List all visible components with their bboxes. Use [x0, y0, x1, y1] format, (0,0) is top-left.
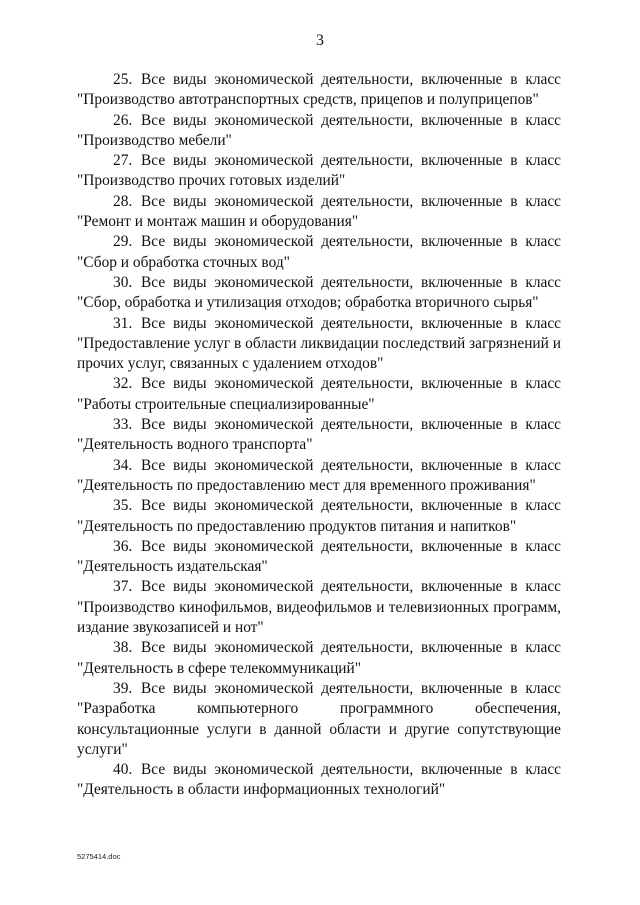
item-class-name: "Деятельность издательская"	[77, 558, 268, 576]
item-number: 40.	[113, 761, 133, 779]
item-number: 29.	[113, 233, 133, 251]
item-lead: Все виды экономической деятельности, включенные в класс	[141, 233, 561, 251]
file-name-footer: 5275414.doc	[77, 852, 121, 861]
item-number: 33.	[113, 416, 133, 434]
list-item	[77, 374, 561, 415]
list-item	[77, 760, 561, 801]
item-class-name: "Деятельность водного транспорта"	[77, 436, 313, 454]
item-class-name: "Сбор, обработка и утилизация отходов; обработка вторичного сырья"	[77, 294, 539, 312]
item-lead: Все виды экономической деятельности, включенные в класс	[141, 192, 561, 210]
item-number: 30.	[113, 273, 133, 291]
item-lead: Все виды экономической деятельности, включенные в класс	[141, 71, 561, 88]
item-class-name: "Деятельность по предоставлению мест для временного проживания"	[77, 476, 536, 494]
item-lead: Все виды экономической деятельности, включенные в класс	[141, 578, 561, 596]
item-class-name: "Производство прочих готовых изделий"	[77, 172, 346, 190]
item-class-name: "Деятельность по предоставлению продуктов питания и напитков"	[77, 517, 517, 535]
item-lead: Все виды экономической деятельности, включенные в класс	[141, 152, 561, 170]
item-lead: Все виды экономической деятельности, включенные в класс	[141, 111, 561, 129]
item-lead: Все виды экономической деятельности, включенные в класс	[141, 314, 561, 332]
item-class-name: "Деятельность в области информационных технологий"	[77, 781, 446, 799]
item-number: 36.	[113, 537, 133, 555]
item-number: 32.	[113, 375, 133, 393]
list-item	[77, 456, 561, 497]
list-item	[77, 111, 561, 152]
item-lead: Все виды экономической деятельности, включенные в класс	[141, 679, 561, 697]
list-item	[77, 496, 561, 537]
item-number: 28.	[113, 192, 133, 210]
item-lead: Все виды экономической деятельности, включенные в класс	[141, 761, 561, 779]
list-item	[77, 679, 561, 760]
item-class-name: "Ремонт и монтаж машин и оборудования"	[77, 213, 359, 231]
item-number: 39.	[113, 679, 133, 697]
list-item	[77, 232, 561, 273]
item-lead: Все виды экономической деятельности, включенные в класс	[141, 456, 561, 474]
item-lead: Все виды экономической деятельности, включенные в класс	[141, 537, 561, 555]
list-item	[77, 314, 561, 375]
item-number: 34.	[113, 456, 133, 474]
item-number: 27.	[113, 152, 133, 170]
item-number: 31.	[113, 314, 133, 332]
item-lead: Все виды экономической деятельности, включенные в класс	[141, 375, 561, 393]
item-lead: Все виды экономической деятельности, включенные в класс	[141, 639, 561, 657]
item-class-name: "Производство мебели"	[77, 131, 232, 149]
list-item	[77, 151, 561, 192]
item-number: 38.	[113, 639, 133, 657]
item-class-name: "Разработка компьютерного программного обеспечения, консультационные услуги в данной области и другие сопутствующие услуги"	[77, 700, 561, 758]
item-class-name: "Производство кинофильмов, видеофильмов и телевизионных программ, издание звукозаписей и нот"	[77, 598, 561, 637]
document-body	[77, 70, 561, 801]
item-class-name: "Сбор и обработка сточных вод"	[77, 253, 290, 271]
item-lead: Все виды экономической деятельности, включенные в класс	[141, 416, 561, 434]
list-item	[77, 415, 561, 456]
list-item	[77, 273, 561, 314]
item-number: 26.	[113, 111, 133, 129]
list-item	[77, 577, 561, 638]
list-item	[77, 70, 561, 111]
item-number: 35.	[113, 497, 133, 515]
page-number: 3	[316, 32, 324, 49]
item-class-name: "Работы строительные специализированные"	[77, 395, 375, 413]
item-class-name: "Производство автотранспортных средств, прицепов и полуприцепов"	[77, 91, 539, 109]
item-lead: Все виды экономической деятельности, включенные в класс	[141, 273, 561, 291]
item-class-name: "Предоставление услуг в области ликвидации последствий загрязнений и прочих услуг, связанных с удалением отходов"	[77, 334, 561, 373]
list-item	[77, 192, 561, 233]
list-item	[77, 638, 561, 679]
item-number: 37.	[113, 578, 133, 596]
item-class-name: "Деятельность в сфере телекоммуникаций"	[77, 659, 362, 677]
list-item	[77, 537, 561, 578]
item-lead: Все виды экономической деятельности, включенные в класс	[141, 497, 561, 515]
item-number: 25.	[113, 71, 133, 88]
